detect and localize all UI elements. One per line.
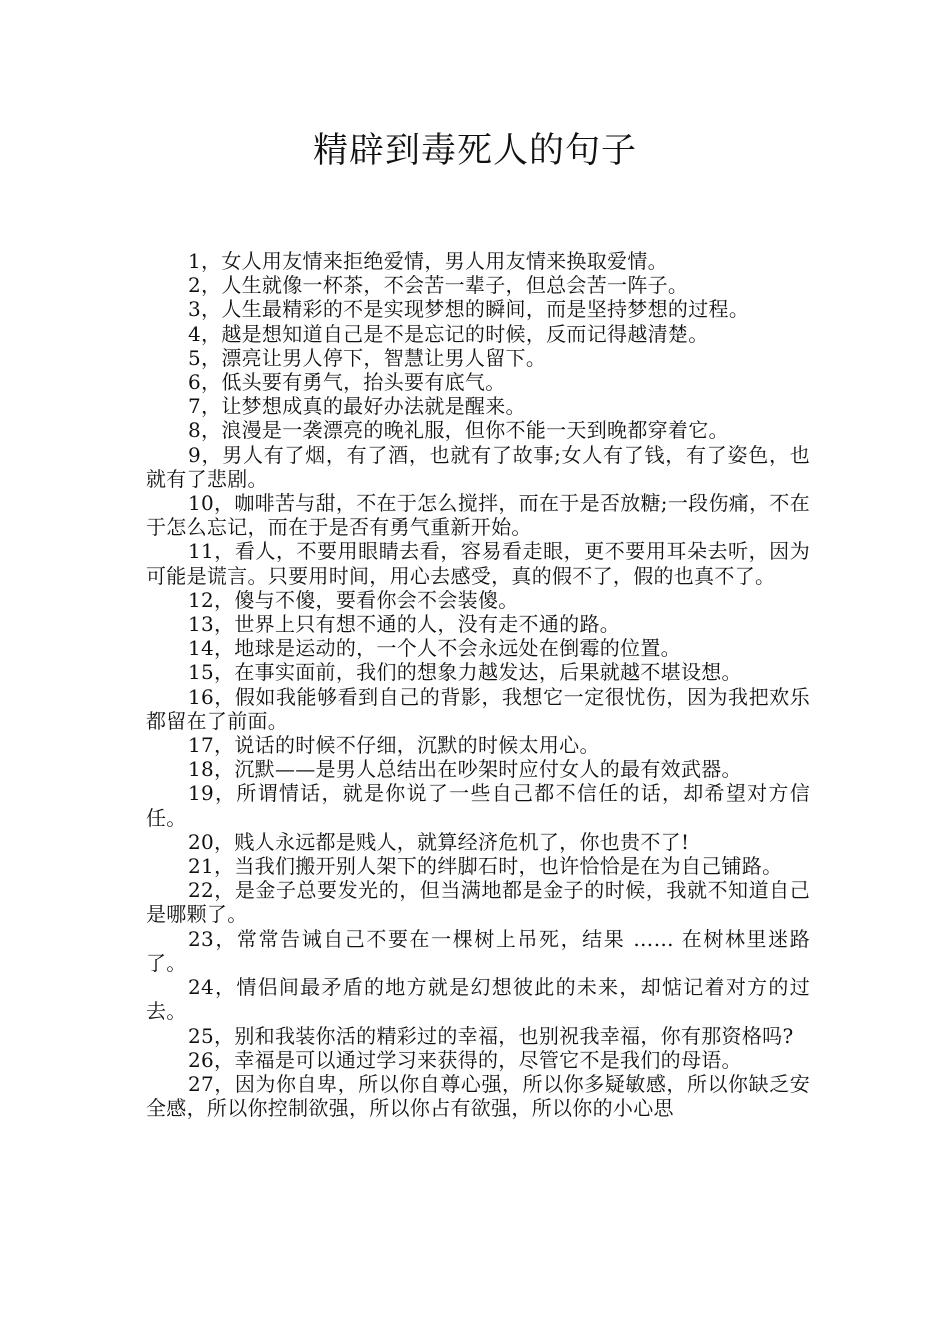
paragraph-6: 6，低头要有勇气，抬头要有底气。: [188, 370, 506, 395]
paragraph-1: 1，女人用友情来拒绝爱情，男人用友情来换取爱情。: [188, 249, 668, 273]
document-body: [146, 249, 810, 1120]
paragraph-7: 7，让梦想成真的最好办法就是醒来。: [188, 394, 526, 419]
paragraph-17: 17，说话的时候不仔细，沉默的时候太用心。: [188, 733, 600, 758]
paragraph-21: 21，当我们搬开别人架下的绊脚石时，也许恰恰是在为自己铺路。: [188, 854, 783, 879]
paragraph-5: 5，漂亮让男人停下，智慧让男人留下。: [188, 345, 547, 370]
paragraph-9: 9，男人有了烟，有了酒，也就有了故事;女人有了钱，有了姿色，也就有了悲剧。: [146, 442, 810, 491]
paragraph-25: 25，别和我装你活的精彩过的幸福，也别祝我幸福，你有那资格吗?: [188, 1023, 794, 1048]
paragraph-8: 8，浪漫是一袭漂亮的晚礼服，但你不能一天到晚都穿着它。: [188, 418, 729, 443]
document-title: 精辟到毒死人的句子: [312, 131, 637, 171]
paragraph-27: 27，因为你自卑，所以你自尊心强，所以你多疑敏感，所以你缺乏安全感，所以你控制欲强，所以你占有欲强，所以你的小心思: [146, 1071, 810, 1121]
paragraph-11: 11，看人，不要用眼睛去看，容易看走眼，更不要用耳朵去听，因为可能是谎言。只要用时间，用心去感受，真的假不了，假的也真不了。: [146, 539, 810, 588]
paragraph-23: 23，常常告诫自己不要在一棵树上吊死，结果 …… 在树林里迷路了。: [146, 926, 810, 975]
paragraph-10: 10，咖啡苦与甜，不在于怎么搅拌，而在于是否放糖;一段伤痛，不在于怎么忘记，而在于是否有勇气重新开始。: [146, 491, 810, 540]
paragraph-13: 13，世界上只有想不通的人，没有走不通的路。: [188, 612, 621, 637]
paragraph-24: 24，情侣间最矛盾的地方就是幻想彼此的未来，却惦记着对方的过去。: [146, 975, 810, 1024]
paragraph-14: 14，地球是运动的，一个人不会永远处在倒霉的位置。: [188, 636, 681, 661]
paragraph-3: 3，人生最精彩的不是实现梦想的瞬间，而是坚持梦想的过程。: [188, 297, 750, 322]
paragraph-4: 4，越是想知道自己是不是忘记的时候，反而记得越清楚。: [188, 321, 709, 346]
paragraph-19: 19，所谓情话，就是你说了一些自己都不信任的话，却希望对方信任。: [146, 781, 810, 830]
paragraph-22: 22，是金子总要发光的，但当满地都是金子的时候，我就不知道自己是哪颗了。: [146, 878, 810, 927]
paragraph-2: 2，人生就像一杯茶，不会苦一辈子，但总会苦一阵子。: [188, 273, 689, 298]
paragraph-20: 20，贱人永远都是贱人，就算经济危机了，你也贵不了!: [188, 829, 690, 854]
paragraph-15: 15，在事实面前，我们的想象力越发达，后果就越不堪设想。: [188, 660, 742, 685]
paragraph-18: 18，沉默——是男人总结出在吵架时应付女人的最有效武器。: [188, 757, 742, 782]
paragraph-12: 12，傻与不傻，要看你会不会装傻。: [188, 587, 519, 612]
paragraph-16: 16，假如我能够看到自己的背影，我想它一定很忧伤，因为我把欢乐都留在了前面。: [146, 684, 810, 733]
paragraph-26: 26，幸福是可以通过学习来获得的，尽管它不是我们的母语。: [188, 1047, 742, 1072]
